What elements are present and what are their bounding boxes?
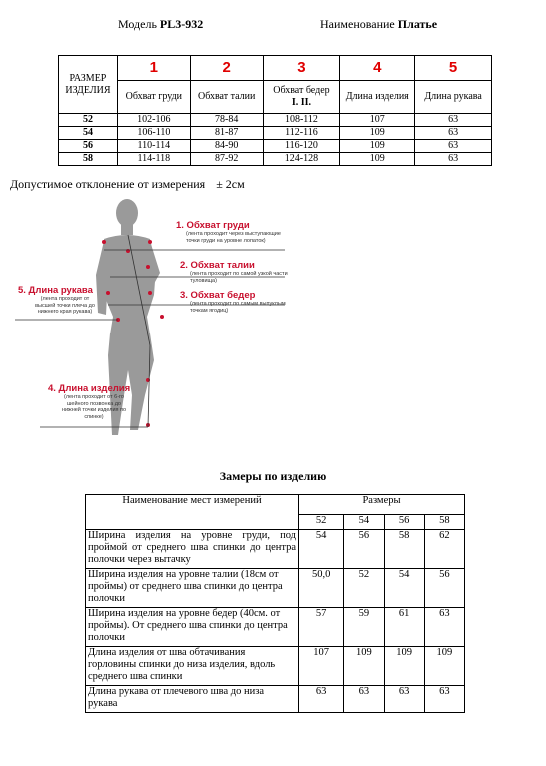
- model-line: [118, 17, 203, 32]
- measure-col-header: Наименование мест измерений: [86, 495, 299, 530]
- col-label: Длина рукава: [415, 81, 492, 114]
- measure-table: [85, 494, 465, 713]
- col-num: 1: [117, 56, 190, 81]
- col-num: 5: [415, 56, 492, 81]
- table-row: 54 106-110 81-87 112-116 109 63: [59, 127, 492, 140]
- model-value: PL3-932: [159, 17, 204, 31]
- tolerance-text: Допустимое отклонение от измерения: [10, 177, 206, 191]
- fig-label-waist: 2. Обхват талии (лента проходит по самой узкой части туловища): [180, 260, 288, 284]
- col-num: 4: [340, 56, 415, 81]
- measure-title: Замеры по изделию: [219, 469, 327, 483]
- size-table: [58, 55, 492, 166]
- table-row: Ширина изделия на уровне груди, под проймой от среднего шва спинки до центра полочки через вытачку 54 56 58 62: [86, 530, 465, 569]
- fig-label-length: 4. Длина изделия (лента проходит от 6-го шейного позвонка до нижней точки изделия по спинке): [48, 383, 131, 420]
- size-col: 58: [424, 515, 464, 530]
- col-label: Обхват талии: [190, 81, 263, 114]
- col-num: 2: [190, 56, 263, 81]
- table-row: Ширина изделия на уровне бедер (40см. от проймы). От среднего шва спинки до центра полочки 57 59 61 63: [86, 608, 465, 647]
- table-row: Длина рукава от плечевого шва до низа рукава 63 63 63 63: [86, 686, 465, 713]
- fig-label-chest: 1. Обхват груди (лента проходит через выступающие точки груди на уровне лопаток): [176, 220, 281, 244]
- table-row: 52 102-106 78-84 108-112 107 63: [59, 114, 492, 127]
- col-num: 3: [263, 56, 340, 81]
- fig-label-hips: 3. Обхват бедер (лента проходит по самым выпуклым точкам ягодиц): [180, 290, 286, 314]
- tolerance-value: ± 2см: [216, 177, 245, 191]
- table-row: 56 110-114 84-90 116-120 109 63: [59, 140, 492, 153]
- col-label: Обхват груди: [117, 81, 190, 114]
- name-label: Наименование: [320, 17, 395, 31]
- table-row: 58 114-118 87-92 124-128 109 63: [59, 153, 492, 166]
- col-label: Обхват бедер I. II.: [263, 81, 340, 114]
- fig-label-sleeve: 5. Длина рукава (лента проходит от высшей точки плеча до нижнего края рукава): [18, 285, 95, 315]
- table-row: Длина изделия от шва обтачивания горловины спинки до низа изделия, вдоль среднего шва спинки 107 109 109 109: [86, 647, 465, 686]
- name-value: Платье: [397, 17, 438, 31]
- sizes-header: Размеры: [299, 495, 465, 515]
- tolerance-line: [10, 177, 245, 192]
- size-col: 52: [299, 515, 344, 530]
- model-label: Модель: [118, 17, 157, 31]
- col-label: Длина изделия: [340, 81, 415, 114]
- name-line: [320, 17, 437, 32]
- size-col: 54: [344, 515, 384, 530]
- size-col: 56: [384, 515, 424, 530]
- size-corner: РАЗМЕР ИЗДЕЛИЯ: [59, 56, 118, 114]
- table-row: Ширина изделия на уровне талии (18см от проймы) от среднего шва спинки до центра полочки 50,0 52 54 56: [86, 569, 465, 608]
